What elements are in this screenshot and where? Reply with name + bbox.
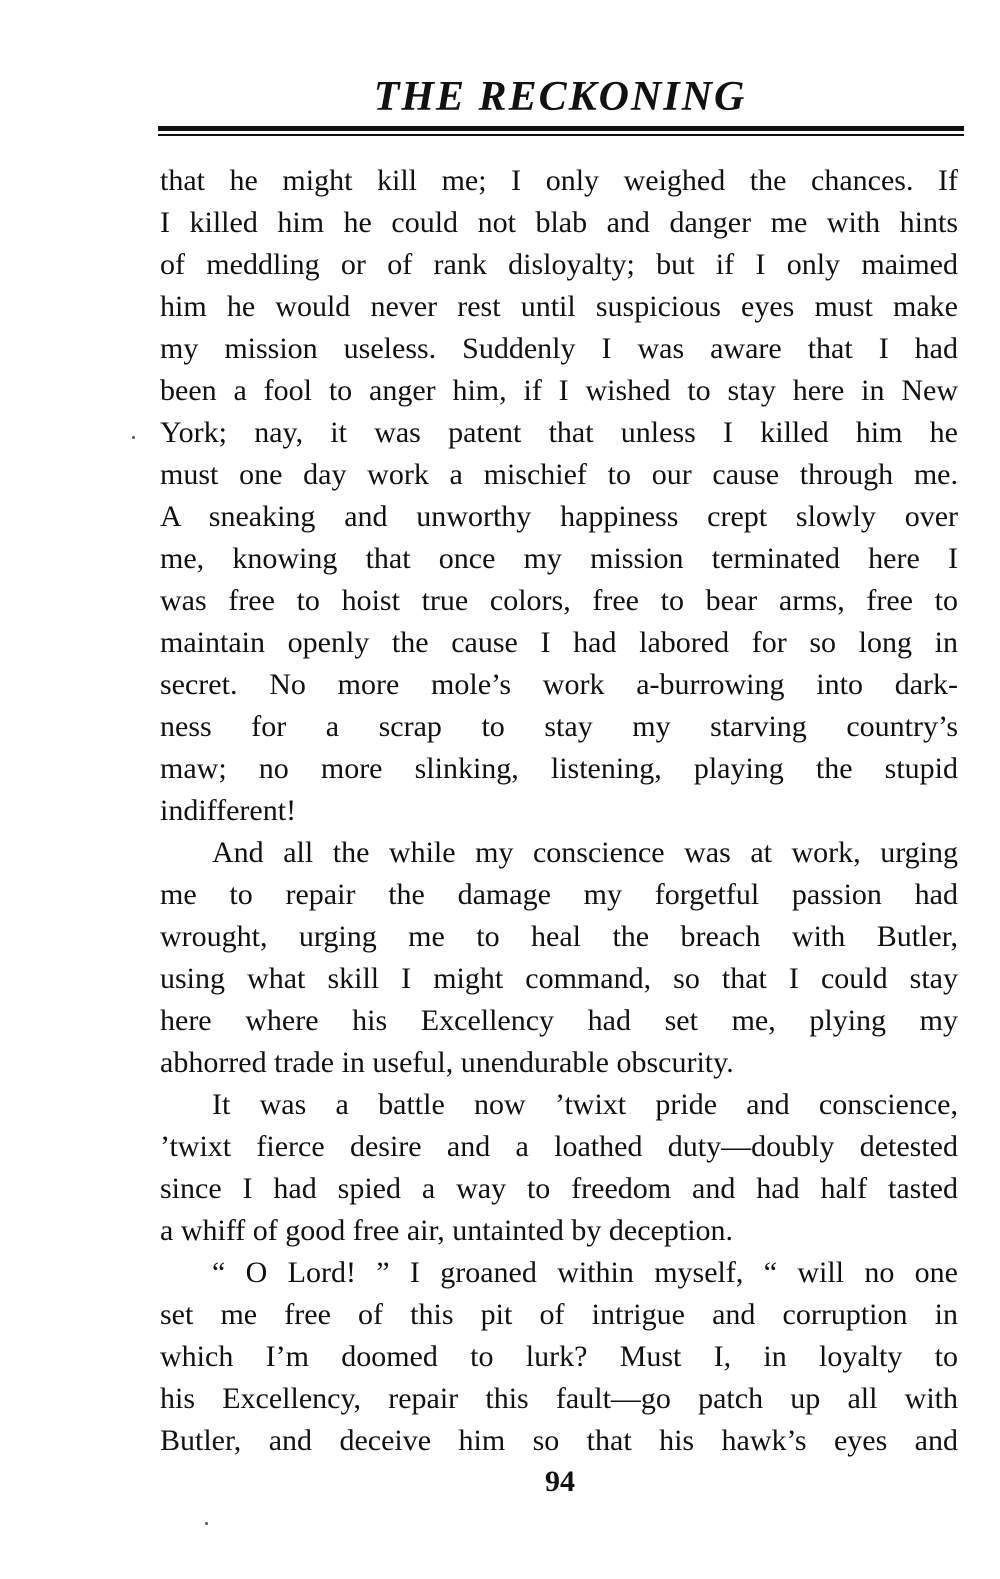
text-line: wrought, urging me to heal the breach with Butler, xyxy=(160,920,958,953)
text-line: Butler, and deceive him so that his hawk’s eyes and xyxy=(160,1424,958,1457)
text-line: that he might kill me; I only weighed the chances. If xyxy=(160,164,958,197)
text-line: A sneaking and unworthy happiness crept slowly over xyxy=(160,500,958,533)
text-line: York; nay, it was patent that unless I killed him he xyxy=(160,416,958,449)
text-line: his Excellency, repair this fault—go patch up all with xyxy=(160,1382,958,1415)
text-line: using what skill I might command, so that I could stay xyxy=(160,962,958,995)
text-line: set me free of this pit of intrigue and corruption in xyxy=(160,1298,958,1331)
header-rule-thick xyxy=(158,126,964,131)
text-line: ness for a scrap to stay my starving country’s xyxy=(160,710,958,743)
text-line: my mission useless. Suddenly I was aware that I had xyxy=(160,332,958,365)
text-line: abhorred trade in useful, unendurable obscurity. xyxy=(160,1046,734,1079)
text-line: here where his Excellency had set me, plying my xyxy=(160,1004,958,1037)
header-rule-thin xyxy=(158,134,964,136)
text-line: of meddling or of rank disloyalty; but if I only maimed xyxy=(160,248,958,281)
body-text xyxy=(160,160,958,1462)
text-line: secret. No more mole’s work a-burrowing into dark- xyxy=(160,668,958,701)
text-line: maintain openly the cause I had labored for so long in xyxy=(160,626,958,659)
text-line: him he would never rest until suspicious eyes must make xyxy=(160,290,958,323)
margin-speck xyxy=(205,1522,208,1525)
text-line: must one day work a mischief to our cause through me. xyxy=(160,458,958,491)
text-line: since I had spied a way to freedom and had half tasted xyxy=(160,1172,958,1205)
margin-speck xyxy=(132,436,135,439)
text-line: was free to hoist true colors, free to bear arms, free to xyxy=(160,584,958,617)
text-line: which I’m doomed to lurk? Must I, in loyalty to xyxy=(160,1340,958,1373)
text-line: It was a battle now ’twixt pride and conscience, xyxy=(212,1088,958,1121)
running-header-title: THE RECKONING xyxy=(373,74,747,120)
text-line: been a fool to anger him, if I wished to stay here in New xyxy=(160,374,958,407)
text-line: I killed him he could not blab and danger me with hints xyxy=(160,206,958,239)
page-number: 94 xyxy=(545,1465,575,1498)
text-line: a whiff of good free air, untainted by deception. xyxy=(160,1214,734,1247)
text-line: maw; no more slinking, listening, playing the stupid xyxy=(160,752,958,785)
text-line: “ O Lord! ” I groaned within myself, “ will no one xyxy=(212,1256,958,1289)
text-line: indifferent! xyxy=(160,794,297,827)
text-line: me to repair the damage my forgetful passion had xyxy=(160,878,958,911)
text-line: And all the while my conscience was at work, urging xyxy=(212,836,958,869)
text-line: me, knowing that once my mission terminated here I xyxy=(160,542,958,575)
text-line: ’twixt fierce desire and a loathed duty—doubly detested xyxy=(160,1130,958,1163)
